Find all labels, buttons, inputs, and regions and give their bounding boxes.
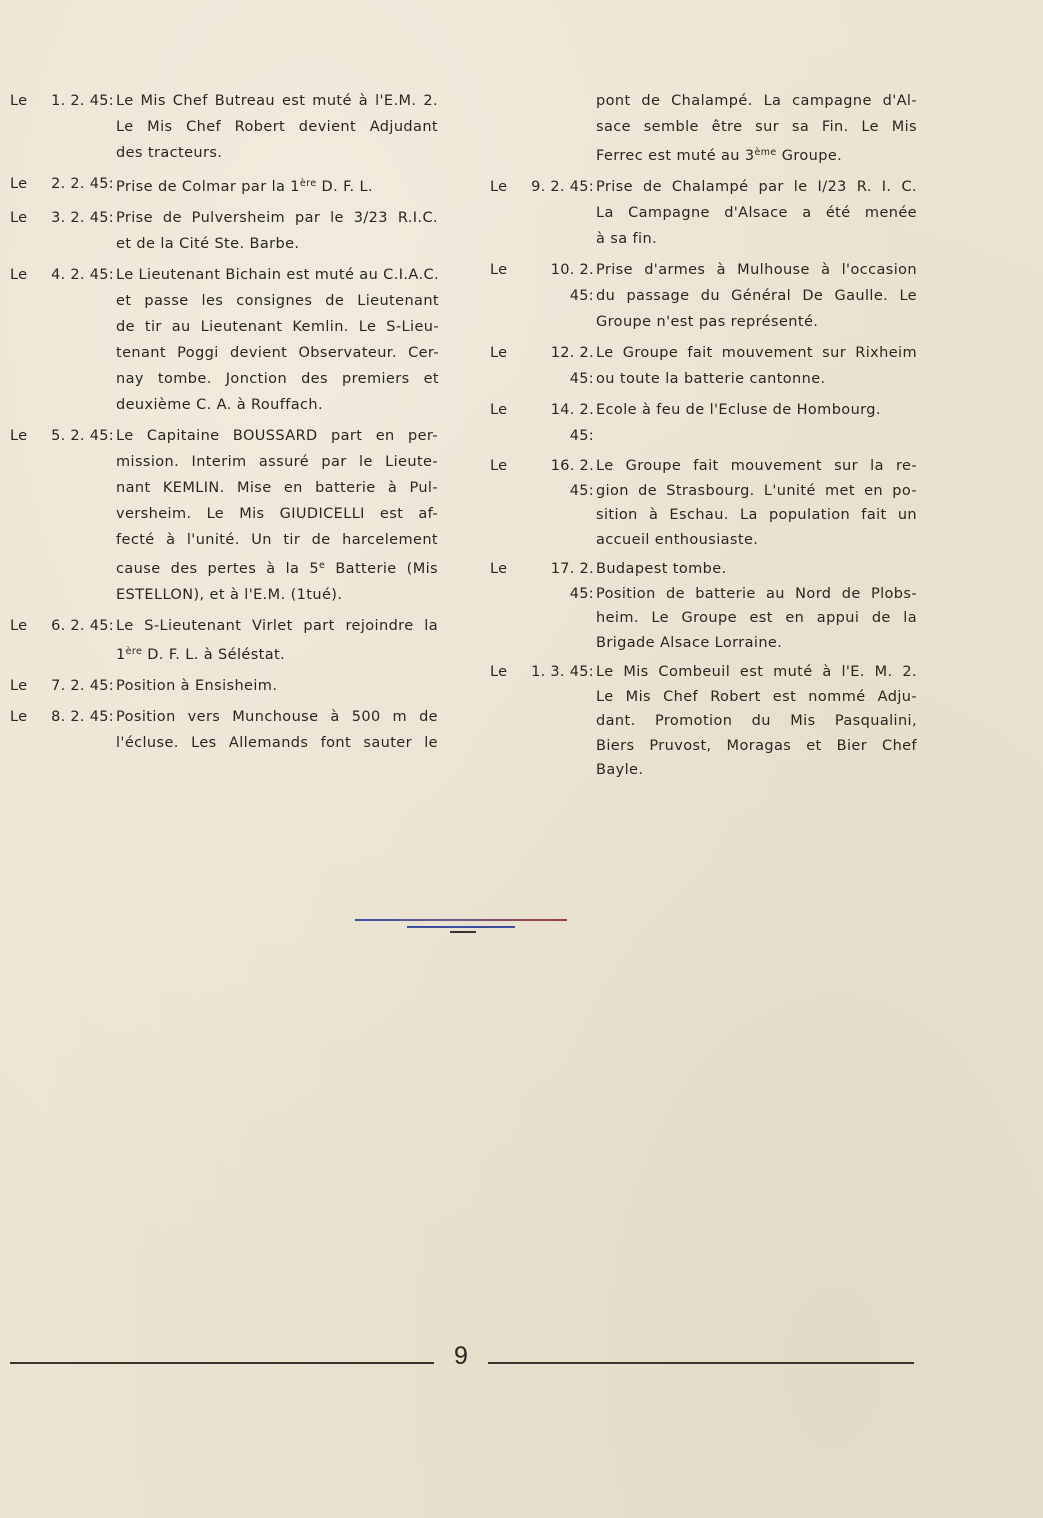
journal-entry — [490, 557, 917, 655]
footer-rule-left — [10, 1362, 434, 1364]
entry-text — [596, 340, 917, 392]
entry-line: cause des pertes à la 5e Batterie (Mis — [116, 560, 438, 577]
entry-line: accueil enthousiaste. — [596, 531, 759, 548]
ornament-line-blue — [407, 926, 515, 928]
entry-line: Le Groupe fait mouvement sur Rixheim — [596, 345, 917, 361]
entry-text — [596, 397, 917, 449]
entry-line: La Campagne d'Alsace a été menée — [596, 205, 917, 221]
entry-line: et passe les consignes de Lieutenant — [116, 293, 439, 309]
entry-prefix: Le — [490, 664, 508, 680]
entry-line: dant. Promotion du Mis Pasqualini, — [596, 713, 917, 729]
entry-date: 12. 2. 45: — [550, 345, 594, 387]
entry-line: Ferrec est muté au 3ème Groupe. — [596, 147, 843, 164]
entry-date: 5. 2. 45: — [51, 428, 114, 444]
entry-text — [596, 454, 917, 552]
entry-date: 10. 2. 45: — [550, 262, 594, 304]
entry-line: de tir au Lieutenant Kemlin. Le S-Lieu- — [116, 319, 439, 335]
entry-prefix: Le — [490, 262, 508, 278]
entry-line: Le Mis Combeuil est muté à l'E. M. 2. — [596, 664, 917, 680]
entry-line: Ecole à feu de l'Ecluse de Hombourg. — [596, 402, 881, 418]
ordinal-suffix: ère — [299, 178, 317, 189]
ornament-line-short — [450, 931, 476, 933]
entry-date: 3. 2. 45: — [51, 210, 114, 226]
entry-text — [116, 262, 439, 418]
page-number: 9 — [454, 1342, 468, 1370]
journal-entry — [10, 262, 438, 418]
entry-date: 2. 2. 45: — [51, 176, 114, 192]
entry-line: à sa fin. — [596, 231, 658, 247]
entry-line: Prise d'armes à Mulhouse à l'occasion — [596, 262, 917, 278]
entry-line: ou toute la batterie cantonne. — [596, 371, 826, 387]
entry-line: 1ère D. F. L. à Séléstat. — [116, 646, 286, 663]
footer-rule-right — [488, 1362, 914, 1364]
entry-date: 8. 2. 45: — [51, 709, 114, 725]
entry-line: Le Mis Chef Butreau est muté à l'E.M. 2. — [116, 93, 438, 109]
entry-date: 6. 2. 45: — [51, 618, 114, 634]
journal-entry — [10, 673, 438, 699]
entry-date: 14. 2. 45: — [550, 402, 594, 444]
entry-line: Biers Pruvost, Moragas et Bier Chef — [596, 737, 917, 754]
entry-line: nay tombe. Jonction des premiers et — [116, 371, 439, 387]
entry-date: 4. 2. 45: — [51, 267, 114, 283]
entry-text — [116, 704, 438, 756]
entry-prefix: Le — [10, 618, 28, 634]
entry-date: 16. 2. 45: — [550, 458, 594, 499]
entry-line: Prise de Colmar par la 1ère D. F. L. — [116, 178, 374, 195]
entry-prefix: Le — [10, 93, 28, 109]
entry-text — [116, 171, 438, 200]
entry-text — [596, 557, 917, 655]
entry-line: Position vers Munchouse à 500 m de — [116, 709, 438, 725]
entry-prefix: Le — [10, 709, 28, 725]
journal-entry — [10, 423, 438, 608]
entry-line: Le Lieutenant Bichain est muté au C.I.A.C. — [116, 267, 439, 283]
entry-line: Le Mis Chef Robert devient Adjudant — [116, 119, 438, 135]
entry-date: 7. 2. 45: — [51, 678, 114, 694]
entry-text — [116, 613, 438, 668]
entry-date: 1. 2. 45: — [51, 93, 114, 109]
entry-prefix: Le — [490, 458, 508, 474]
entry-line: mission. Interim assuré par le Lieute- — [116, 454, 438, 470]
continued-entry-text — [490, 88, 917, 169]
entry-line: et de la Cité Ste. Barbe. — [116, 236, 300, 252]
entry-line: ESTELLON), et à l'E.M. (1tué). — [116, 587, 343, 603]
journal-entry — [490, 257, 917, 335]
entry-text — [596, 257, 917, 335]
journal-entry — [490, 660, 917, 783]
entry-date: 17. 2. 45: — [550, 561, 594, 602]
entry-text — [116, 205, 438, 257]
entry-line: deuxième C. A. à Rouffach. — [116, 397, 323, 413]
ordinal-suffix: e — [319, 560, 326, 571]
entry-prefix: Le — [10, 210, 28, 226]
entry-line: des tracteurs. — [116, 145, 223, 161]
entry-prefix: Le — [10, 678, 28, 694]
entry-line: Brigade Alsace Lorraine. — [596, 634, 783, 651]
entry-line: Groupe n'est pas représenté. — [596, 314, 819, 330]
entry-text — [116, 88, 438, 166]
journal-entry — [10, 205, 438, 257]
entry-text — [116, 423, 438, 608]
journal-entry — [490, 174, 917, 252]
entry-line: Le Capitaine BOUSSARD part en per- — [116, 428, 438, 444]
entry-line: Le Groupe fait mouvement sur la re- — [596, 458, 917, 474]
entry-line: Position de batterie au Nord de Plobs- — [596, 585, 917, 602]
journal-entry — [10, 171, 438, 200]
journal-entry — [490, 454, 917, 552]
entry-line: du passage du Général De Gaulle. Le — [596, 288, 917, 304]
entry-line: Prise de Pulversheim par le 3/23 R.I.C. — [116, 210, 438, 226]
entry-line: versheim. Le Mis GIUDICELLI est af- — [116, 506, 438, 522]
journal-entry — [490, 340, 917, 392]
entry-line: gion de Strasbourg. L'unité met en po- — [596, 482, 917, 499]
entry-date: 1. 3. 45: — [531, 664, 594, 680]
entry-line: sace semble être sur sa Fin. Le Mis — [596, 119, 917, 135]
entry-line: Position à Ensisheim. — [116, 678, 278, 694]
entry-line: nant KEMLIN. Mise en batterie à Pul- — [116, 480, 438, 496]
entry-prefix: Le — [490, 561, 508, 577]
entry-text — [116, 673, 438, 699]
entry-line: pont de Chalampé. La campagne d'Al- — [596, 93, 917, 109]
journal-entry — [10, 613, 438, 668]
entry-text — [596, 660, 917, 783]
ornament-line-red — [355, 919, 567, 921]
entry-line: sition à Eschau. La population fait un — [596, 507, 917, 523]
entry-line: tenant Poggi devient Observateur. Cer- — [116, 345, 439, 361]
entry-line: Prise de Chalampé par le I/23 R. I. C. — [596, 179, 917, 195]
ordinal-suffix: ème — [754, 147, 777, 158]
entry-text — [596, 174, 917, 252]
right-column — [490, 88, 917, 788]
tricolor-ornament — [355, 918, 567, 934]
entry-line: Le S-Lieutenant Virlet part rejoindre la — [116, 618, 438, 634]
journal-entry — [490, 397, 917, 449]
ordinal-suffix: ère — [125, 646, 143, 657]
entry-prefix: Le — [10, 428, 28, 444]
entry-line: fecté à l'unité. Un tir de harcelement — [116, 532, 438, 548]
entry-prefix: Le — [490, 345, 508, 361]
entry-line: Budapest tombe. — [596, 561, 727, 577]
entry-prefix: Le — [10, 176, 28, 192]
entry-line: Le Mis Chef Robert est nommé Adju- — [596, 688, 917, 705]
entry-prefix: Le — [10, 267, 28, 283]
entry-prefix: Le — [490, 402, 508, 418]
entry-line: Bayle. — [596, 762, 644, 778]
journal-entry — [10, 88, 438, 166]
entry-prefix: Le — [490, 179, 508, 195]
left-column — [10, 88, 438, 761]
entry-line: heim. Le Groupe est en appui de la — [596, 610, 917, 626]
journal-entry — [10, 704, 438, 756]
entry-line: l'écluse. Les Allemands font sauter le — [116, 735, 438, 751]
entry-date: 9. 2. 45: — [531, 179, 594, 195]
